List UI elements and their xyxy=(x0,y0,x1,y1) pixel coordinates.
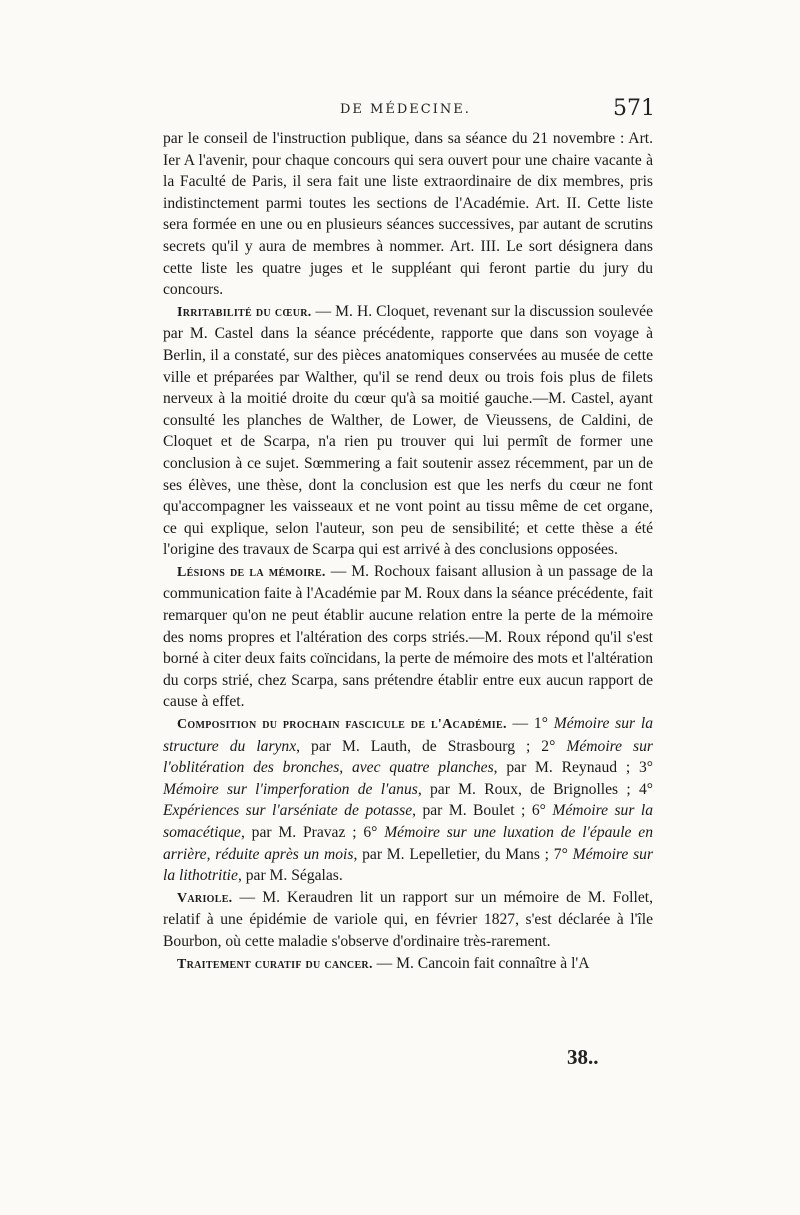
memoir-title: Mémoire sur l'imperforation de l'anus xyxy=(163,780,418,798)
paragraph-text: — M. Cancoin fait connaître à l'A xyxy=(372,954,590,972)
text-run: , par M. Lepelletier, du Mans ; 7° xyxy=(353,845,573,863)
running-head: DE MÉDECINE. xyxy=(340,102,471,117)
section-title: Variole. xyxy=(177,890,233,906)
paragraph-irritabilite xyxy=(163,301,653,561)
section-title: Traitement curatif du cancer. xyxy=(177,956,373,972)
section-title: Irritabilité du cœur. xyxy=(177,304,312,320)
memoir-title: Mémoire sur la lithotritie xyxy=(163,845,654,885)
paragraph-text: — M. Rochoux faisant allusion à un passage de la communication faite à l'Académie par M. Roux dans la séance précédente, fait remarquer qu'on ne peut établir aucune relation entre la perte de la mémoire des noms propres et l'altération des corps striés.—M. Roux répond qu'il s'est borné à citer deux faits coïncidans, la perte de mémoire des mots et l'altération du corps strié, chez Scarpa, sans prétendre établir entre eux aucun rapport de cause à effet. xyxy=(163,562,654,711)
page-header xyxy=(155,96,655,124)
paragraph-variole xyxy=(163,887,653,953)
body-text xyxy=(163,128,653,975)
text-run: , par M. Reynaud ; 3° xyxy=(493,759,653,777)
text-run: , par M. Roux, de Brignolles ; 4° xyxy=(417,780,653,798)
page-number: 571 xyxy=(613,96,655,121)
paragraph-text: par le conseil de l'instruction publique, dans sa séance du 21 novembre : Art. Ier A l'avenir, pour chaque concours qui sera ouvert pour une chaire vacante à la Faculté de Paris, il sera fait une liste extraordinaire de dix membres, pris indistinctement parmi toutes les sections de l'Académie. Art. II. Cette liste sera formée en une ou en plusieurs séances successives, par autant de scrutins secrets qu'il y aura de membres à nommer. Art. III. Le sort désignera dans cette liste les quatre juges et le suppléant qui feront partie du jury du concours. xyxy=(163,130,653,299)
paragraph-composition-fascicule xyxy=(163,713,653,887)
section-title: Composition du prochain fascicule de l'Académie. xyxy=(177,717,507,733)
memoir-title: Expériences sur l'arséniate de potasse xyxy=(163,802,413,820)
paragraph-lesions-memoire xyxy=(163,561,653,713)
section-title: Lésions de la mémoire. xyxy=(177,564,326,580)
memoir-title: Mémoire sur la structure du larynx xyxy=(163,715,654,755)
paragraph-text: — M. H. Cloquet, revenant sur la discussion soulevée par M. Castel dans la séance précédente, rapporte que dans son voyage à Berlin, il a constaté, sur des pièces anatomiques conservées au musée de cette ville et préparées par Walther, qu'il se rend deux ou trois fois plus de filets nerveux à la moitié droite du cœur qu'à sa moitié gauche.—M. Castel, ayant consulté les planches de Walther, de Lower, de Vieussens, de Caldini, de Cloquet et de Scarpa, n'a rien pu trouver qui lui permît de former une conclusion à ce sujet. Sœmmering a fait soutenir assez récemment, par un de ses élèves, une thèse, dont la conclusion est que les nerfs du cœur ne font qu'accompagner les vaisseaux et ne vont point au tissu même de cet organe, ce qui explique, selon l'auteur, son peu de sensibilité; et cette thèse a été l'origine des travaux de Scarpa qui est arrivé à des conclusions opposées. xyxy=(163,302,654,559)
text-run: — 1° xyxy=(506,715,554,733)
text-run: , par M. Boulet ; 6° xyxy=(412,802,553,820)
paragraph-concours xyxy=(163,128,653,301)
text-run: , par M. Lauth, de Strasbourg ; 2° xyxy=(296,737,567,755)
memoir-title: Mémoire sur l'oblitération des bronches, avec quatre planches xyxy=(163,737,653,777)
paragraph-cancer xyxy=(163,953,653,976)
memoir-title: Mémoire sur une luxation de l'épaule en arrière, réduite après un mois xyxy=(163,824,653,863)
paragraph-text: — M. Keraudren lit un rapport sur un mémoire de M. Follet, relatif à une épidémie de variole qui, en février 1827, s'est déclarée à l'île Bourbon, où cette maladie s'observe d'ordinaire très-rarement. xyxy=(163,888,653,950)
signature-mark: 38.. xyxy=(567,1045,599,1069)
text-run: , par M. Pravaz ; 6° xyxy=(240,824,385,841)
text-run: , par M. Ségalas. xyxy=(237,867,343,885)
memoir-title: Mémoire sur la somacétique xyxy=(163,802,653,841)
